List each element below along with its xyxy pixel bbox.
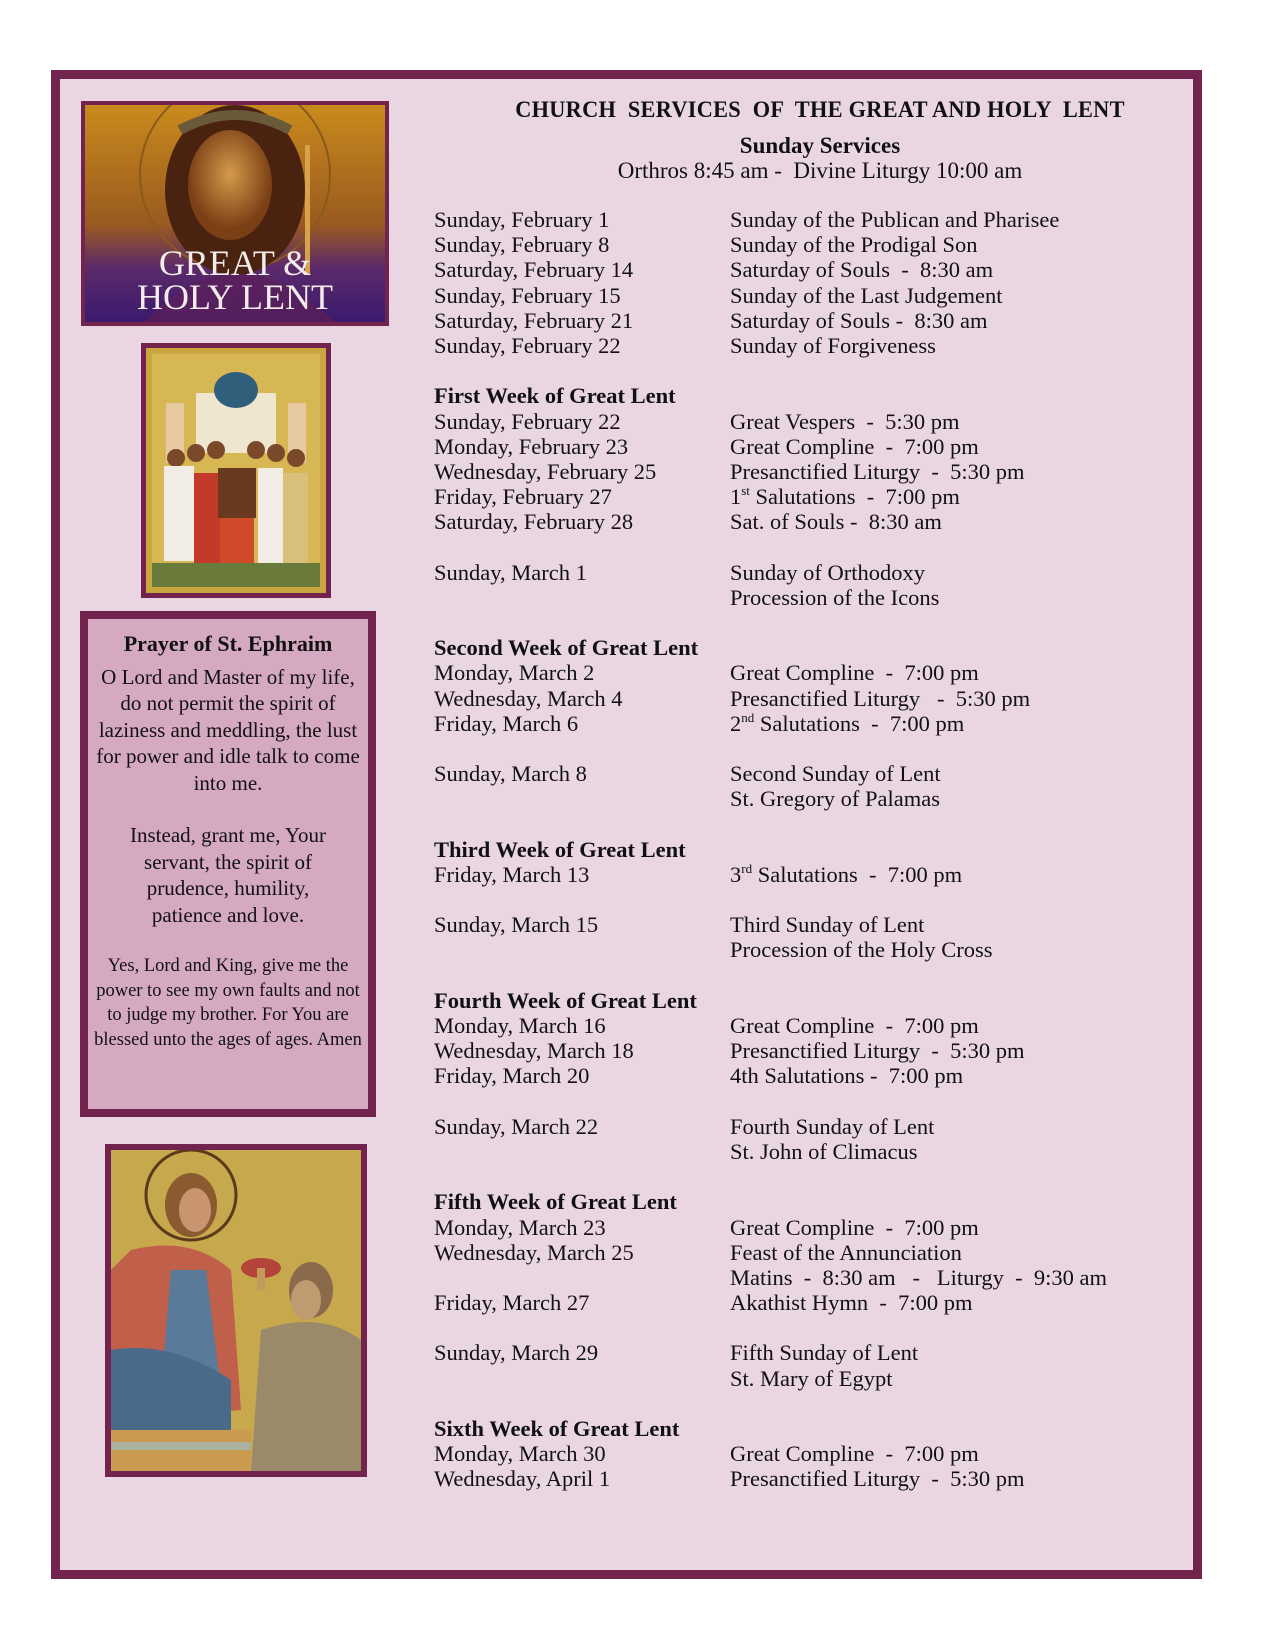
row-event: Presanctified Liturgy - 5:30 pm (730, 458, 1025, 484)
schedule-row (434, 1139, 1194, 1164)
row-date: Friday, February 27 (434, 484, 612, 510)
schedule-row (434, 1240, 1194, 1265)
row-date: Monday, March 16 (434, 1013, 606, 1038)
ordinal-suffix: rd (741, 860, 753, 876)
schedule (434, 207, 1194, 1492)
schedule-row (434, 1441, 1194, 1466)
row-event: Third Sunday of Lent (730, 912, 925, 938)
row-event: Presanctified Liturgy - 5:30 pm (730, 1038, 1025, 1064)
row-event: Fourth Sunday of Lent (730, 1113, 935, 1139)
row-event: Saturday of Souls - 8:30 am (730, 257, 994, 283)
row-date: Sunday, February 15 (434, 282, 621, 308)
week-heading: Third Week of Great Lent (434, 836, 686, 862)
schedule-row (434, 308, 1194, 333)
event-text: Salutations - 7:00 pm (754, 710, 965, 736)
week-heading: First Week of Great Lent (434, 383, 676, 409)
week-heading: Fifth Week of Great Lent (434, 1189, 677, 1215)
row-date: Monday, March 2 (434, 660, 595, 686)
row-date: Friday, March 13 (434, 861, 590, 887)
row-date: Monday, March 30 (434, 1441, 606, 1467)
row-event (730, 862, 1194, 887)
page-title: CHURCH SERVICES OF THE GREAT AND HOLY LENT (515, 97, 1125, 122)
week-heading: Sixth Week of Great Lent (434, 1416, 680, 1441)
row-date: Wednesday, March 4 (434, 685, 623, 711)
ordinal: 1 (730, 484, 742, 510)
row-event: Presanctified Liturgy - 5:30 pm (730, 1466, 1025, 1492)
row-date: Saturday, February 21 (434, 307, 634, 333)
schedule-row (434, 1215, 1194, 1240)
prayer-paragraph-1: O Lord and Master of my life, do not permit the spirit of laziness and meddling, the lust for power and idle talk to come into me. (96, 664, 360, 795)
schedule-row (434, 1114, 1194, 1139)
schedule-row (434, 1265, 1194, 1290)
schedule-row (434, 862, 1194, 887)
row-event: Sunday of Orthodoxy (730, 559, 925, 585)
row-date: Wednesday, March 18 (434, 1038, 634, 1064)
row-event: Sat. of Souls - 8:30 am (730, 509, 942, 535)
row-event: Akathist Hymn - 7:00 pm (730, 1290, 973, 1316)
sunday-services-times: Orthros 8:45 am - Divine Liturgy 10:00 am (617, 158, 1023, 183)
communion-mosaic-image (105, 1144, 367, 1477)
ordinal: 2 (730, 710, 742, 736)
schedule-row (434, 711, 1194, 736)
row-date: Sunday, February 1 (434, 207, 610, 232)
row-event (730, 484, 1194, 509)
schedule-row (434, 207, 1194, 232)
schedule-row (434, 1013, 1194, 1038)
schedule-row (434, 1340, 1194, 1365)
banner-caption-line2: HOLY LENT (136, 277, 334, 317)
row-event: Sunday of the Prodigal Son (730, 232, 978, 258)
row-date: Wednesday, March 25 (434, 1239, 634, 1265)
row-event-detail: St. Gregory of Palamas (730, 786, 940, 812)
row-date: Saturday, February 28 (434, 509, 634, 535)
ordinal: 3 (730, 861, 742, 887)
schedule-row (434, 686, 1194, 711)
week-heading: Second Week of Great Lent (434, 635, 699, 661)
schedule-row (434, 232, 1194, 257)
schedule-row (434, 1038, 1194, 1063)
schedule-row (434, 560, 1194, 585)
prayer-paragraph-3: Yes, Lord and King, give me the power to see my own faults and not to judge my brother. For You are blessed unto the ages of ages. Amen (94, 956, 362, 1050)
row-event: Sunday of the Publican and Pharisee (730, 207, 1060, 232)
row-date: Saturday, February 14 (434, 257, 634, 283)
row-event: 4th Salutations - 7:00 pm (730, 1063, 964, 1089)
row-date: Sunday, February 22 (434, 408, 621, 434)
row-date: Friday, March 6 (434, 710, 579, 736)
event-text: Salutations - 7:00 pm (749, 484, 960, 510)
ordinal-suffix: nd (741, 709, 755, 725)
pre-lent-section (434, 207, 1194, 358)
schedule-row (434, 333, 1194, 358)
row-event: Sunday of Forgiveness (730, 332, 936, 358)
schedule-row (434, 459, 1194, 484)
row-date: Monday, March 23 (434, 1214, 606, 1240)
row-date: Friday, March 20 (434, 1063, 590, 1089)
schedule-row (434, 257, 1194, 282)
row-date: Sunday, February 22 (434, 332, 621, 358)
row-event: Great Compline - 7:00 pm (730, 660, 979, 686)
row-date: Sunday, March 8 (434, 761, 587, 787)
row-date: Sunday, March 15 (434, 912, 599, 938)
schedule-row (434, 283, 1194, 308)
row-date: Monday, February 23 (434, 433, 629, 459)
row-event: Great Compline - 7:00 pm (730, 1013, 979, 1038)
triumph-of-orthodoxy-icon-image (141, 343, 331, 598)
banner-caption-line1: GREAT & (158, 243, 312, 283)
schedule-row (434, 937, 1194, 962)
row-event: Fifth Sunday of Lent (730, 1340, 919, 1366)
row-event-detail: Procession of the Icons (730, 584, 940, 610)
row-event (730, 711, 1194, 736)
schedule-row (434, 1063, 1194, 1088)
row-date: Friday, March 27 (434, 1290, 590, 1316)
row-event: Feast of the Annunciation (730, 1239, 962, 1265)
prayer-paragraph-2: Instead, grant me, Your servant, the spirit of prudence, humility, patience and love. (130, 823, 326, 927)
row-event-detail: St. John of Climacus (730, 1138, 918, 1164)
row-date: Sunday, March 29 (434, 1340, 599, 1366)
schedule-row (434, 761, 1194, 786)
row-event-detail: Procession of the Holy Cross (730, 937, 993, 963)
schedule-row (434, 1466, 1194, 1491)
row-date: Sunday, February 8 (434, 232, 610, 258)
row-event-detail: Matins - 8:30 am - Liturgy - 9:30 am (730, 1264, 1108, 1290)
event-text: Salutations - 7:00 pm (752, 861, 963, 887)
ordinal-suffix: st (741, 483, 750, 499)
row-event: Second Sunday of Lent (730, 761, 941, 787)
schedule-row (434, 509, 1194, 534)
row-event-detail: St. Mary of Egypt (730, 1365, 893, 1391)
row-date: Wednesday, February 25 (434, 458, 657, 484)
schedule-row (434, 585, 1194, 610)
row-date: Sunday, March 1 (434, 559, 587, 585)
prayer-box (80, 611, 376, 1117)
great-holy-lent-banner-image (81, 101, 389, 326)
row-date: Wednesday, April 1 (434, 1466, 611, 1492)
sunday-services-heading: Sunday Services (739, 133, 901, 158)
week-heading: Fourth Week of Great Lent (434, 987, 697, 1013)
schedule-row (434, 912, 1194, 937)
row-event: Presanctified Liturgy - 5:30 pm (730, 685, 1031, 711)
schedule-row (434, 409, 1194, 434)
page-frame (51, 70, 1202, 1579)
schedule-row (434, 484, 1194, 509)
row-event: Sunday of the Last Judgement (730, 282, 1003, 308)
row-event: Great Compline - 7:00 pm (730, 1214, 979, 1240)
schedule-row (434, 1290, 1194, 1315)
row-date: Sunday, March 22 (434, 1113, 599, 1139)
schedule-row (434, 434, 1194, 459)
schedule-row (434, 1366, 1194, 1391)
row-event: Great Vespers - 5:30 pm (730, 408, 960, 434)
row-event: Great Compline - 7:00 pm (730, 1441, 979, 1467)
row-event: Saturday of Souls - 8:30 am (730, 307, 988, 333)
prayer-title: Prayer of St. Ephraim (123, 631, 333, 656)
row-event: Great Compline - 7:00 pm (730, 433, 979, 459)
schedule-row (434, 786, 1194, 811)
schedule-row (434, 660, 1194, 685)
